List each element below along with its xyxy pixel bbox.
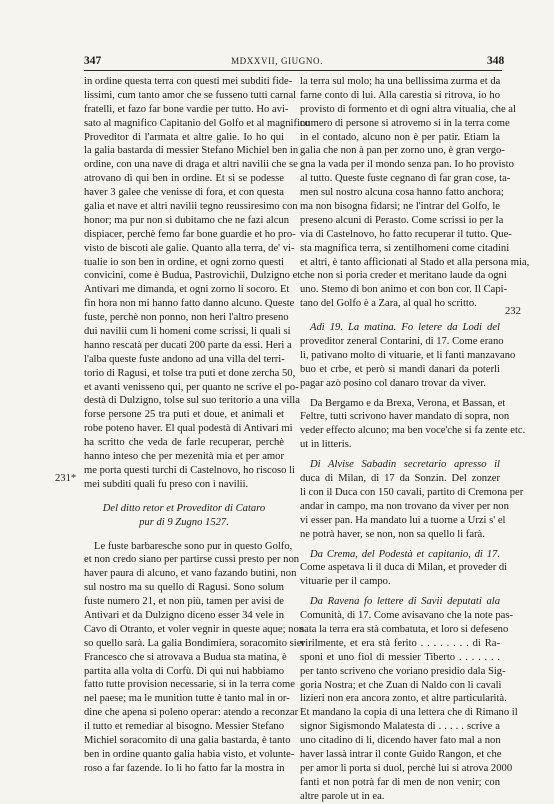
diary-entry (300, 595, 518, 803)
text-line: torio di Ragusi, et tolse tra puti et done zercha 50, (84, 367, 296, 379)
text-line: galia che non à pan per zorno uno, è gran vergo- (300, 145, 505, 157)
text-line: Antivari me dimanda, et ogni zorno li socoro. Et (84, 284, 290, 296)
text-line: Antivari et da Dulzigno diceno esser 34 vele in (84, 609, 284, 621)
text-line: signor Sigismondo Malatesta di . . . . . scrive a (300, 721, 500, 733)
text-line: haver paura di alcuno, et vano fazando butini, non (84, 568, 297, 580)
text-line: provisto di formento et di ogni altra vitualia, che al (300, 103, 516, 115)
text-line: la galia bastarda di messier Stefano Michiel ben in (84, 145, 299, 157)
spacer (84, 530, 284, 540)
text-line: galia et nave et altri navilii tegno reussiresimo con (84, 201, 298, 213)
text-line: dui navilii cum li homeni come scrissi, li quali si (84, 326, 291, 338)
text-line: fin hora non mi hanno fatto danno alcuno. Queste (84, 298, 295, 310)
text-line: Del ditto retor et Proveditor di Cataro (102, 502, 266, 514)
text-line: fratelli, et fazo far bone vardie per tutto. Ho avi- (84, 103, 289, 115)
text-line: pagar azò posino col danaro trovar da viver. (300, 377, 486, 389)
text-line: tualie io son ben in ordine, et ogni zorno questi (84, 256, 284, 268)
header-rule (84, 70, 502, 71)
text-line: partita alla volta di Corfù. Di qui nui habbiamo (84, 665, 284, 677)
text-line: fuste numero 21, et non più, tamen per avisi de (84, 596, 284, 608)
text-line: per amor li porta si duol, perchè lui si atrova 2000 (300, 762, 513, 774)
text-line: sata la terra era stà combatuta, et loro si defeseno (300, 623, 509, 635)
text-line: ne potrà haver, se non, non sa quello li farà. (300, 528, 485, 540)
diary-entry (300, 321, 516, 390)
text-line: duca di Milan, di 17 da Sonzin. Del zonzer (300, 473, 500, 485)
text-line: fatto tutte provision necessarie, si in la terra come (84, 679, 295, 691)
text-line: Proveditor di l'armata et altre galie. Io ho qui (84, 131, 284, 143)
page-number-left: 347 (84, 55, 102, 67)
page-number-right: 348 (487, 55, 505, 67)
text-line: numero di persone si atrovemo si in la terra come (300, 117, 510, 129)
text-line: lì, pativano molto di vituarie, et li fanti manzavano (300, 349, 516, 361)
text-line: et avanti venisseno qui, per quanto ne scrive el po- (84, 381, 299, 393)
text-line: Come aspetava li il duca di Milan, et proveder di (300, 562, 508, 574)
text-line: haver 3 galee che venisse di fora, et con questa (84, 187, 284, 199)
text-line: hanno inteso che per mezenità mia et per amor (84, 451, 284, 463)
diary-entry (300, 458, 524, 541)
text-line: il tutto et remediar al bisogno. Messier Stefano (84, 721, 284, 733)
text-line: dispiacer, perchè femo far bone guardie et ho pro- (84, 228, 296, 240)
text-line: sponi et uno fiol di messier Tiberto . . . . . . . (300, 651, 500, 663)
text-line: altre parole ut in ea. (300, 790, 385, 802)
text-line: Cavo di Otranto, et voler vegnir in queste aque; non (84, 623, 305, 635)
text-line: destà di Dulzigno, tolse sul suo teritorio a una villa (84, 395, 300, 407)
text-line: per tanto scriveno che voriano presidio dala Sig- (300, 665, 506, 677)
text-line: ha scritto che veda de farle recuperar, perchè (84, 437, 284, 449)
text-line: gna la vada per il mondo senza pan. Io ho provisto (300, 159, 514, 171)
text-line: haver lassà intrar il conte Guido Rangon, et che (300, 748, 502, 760)
text-line: mei subditi quali fu preso con i navilii. (84, 478, 249, 490)
text-line: sato al magnifico Capitanio del Golfo et al magnifico (84, 117, 310, 129)
text-line: li con il Duca con 150 cavali, partito di Cremona per (300, 486, 524, 498)
text-line: Francesco che si atrovava a Budua sta matina, è (84, 651, 287, 663)
text-line: forse persone 25 tra puti et doue, et animali et (84, 409, 284, 421)
text-line: dine che apena si poleno operar: atendo a reconzar (84, 707, 299, 719)
text-line: andar in campo, ma non trovano da viver per non (300, 500, 509, 512)
text-line: fuste, perchè non ponno, non heri l'altro preseno (84, 312, 289, 324)
text-line: pur di 9 Zugno 1527. (139, 516, 229, 528)
text-line: fanti et non potrà far di men de non venir; con (300, 776, 500, 788)
text-line: in el contado, alcuno non è per patir. Etiam la (300, 131, 500, 143)
text-line: me porta questi turchi di Castelnovo, ho riscoso li (84, 464, 295, 476)
text-line: et altri, è tanto afficionati al Stado et alla persona mia, (300, 256, 530, 268)
text-line: al tutto. Queste fuste cegnano di far gran cose, ta- (300, 173, 511, 185)
text-line: Da Crema, del Podestà et capitanio, di 17. (310, 548, 500, 560)
text-line: lissimi, cum tanto amor che se fusseno tutti carnal (84, 89, 297, 101)
text-line: l'alba queste fuste andono ad una villa del terri- (84, 353, 285, 365)
running-title: MDXXVII, GIUGNO. (231, 56, 323, 66)
paragraph (84, 75, 310, 492)
diary-entry (300, 548, 508, 590)
text-line: Et mandano la copia di una lettera che di Rimano il (300, 707, 518, 719)
text-line: Le fuste barbaresche sono pur in questo Golfo, (94, 540, 293, 552)
diary-entry (300, 397, 526, 453)
text-line: lizieri non era ancora zonto, et altre particularità. (300, 693, 507, 705)
spacer (300, 311, 500, 321)
paragraph (84, 540, 305, 776)
text-line: in ordine questa terra con questi mei subditi fide- (84, 76, 293, 87)
text-line: goria Nostra; et che Zuan di Naldo con li cavali (300, 679, 502, 691)
running-header (0, 55, 554, 69)
text-line: tano del Golfo è a Zara, al qual ho scritto. (300, 298, 477, 310)
text-line: Di Alvise Sabadin secretario apresso il (310, 459, 500, 471)
margin-note-right: 232 (505, 306, 521, 317)
paragraph (300, 75, 530, 311)
text-line: Feltre, tutti scrivono haver mandato di sopra, non (300, 411, 510, 423)
text-line: so quello sarà. La galia Bondimiera, soracomito sier (84, 637, 305, 649)
text-line: Michiel soracomito di una galia bastarda, è tanto (84, 734, 291, 746)
text-line: uno. Stemo di bon animo et con bon cor. Il Capi- (300, 284, 508, 296)
text-line: uno citadino di li, dicendo haver fato mal a non (300, 735, 501, 747)
spacer (84, 492, 284, 502)
text-line: et non credo siano per partirse cussì presto per non (84, 554, 300, 566)
text-line: men sul nostro alcuna cosa hanno fatto anchora; (300, 187, 504, 199)
text-line: proveditor zeneral Contarini, di 17. Come erano (300, 336, 504, 348)
text-line: sta magnifica terra, si zentilhomeni come citadini (300, 242, 510, 254)
text-line: ben in ordine quanto galia habia visto, et volunte- (84, 748, 295, 760)
text-line: honor; ma pur non si dubitamo che ne fazi alcun (84, 214, 290, 226)
text-line: convicini, come è Budua, Pastrovichii, Dulzigno et (84, 270, 301, 282)
text-line: buo et crbe, et però si mandi danari da poterli (300, 363, 500, 375)
text-line: nel paese; ma le munition tutte è tanto mal in or- (84, 693, 290, 705)
text-line: vi esser pan. Ha mandato lui a tuorne a Urzi s' el (300, 514, 506, 526)
text-line: la terra sul molo; ha una bellissima zurma et da (300, 76, 501, 87)
text-line: sul nostro ma su quello di Ragusi. Sono solum (84, 582, 284, 594)
text-line: ma non bisogna fidarsi; ne l'intrar del Golfo, le (300, 201, 500, 213)
text-line: veder effecto alcuno; ma ben voce'che si fa zente etc. (300, 425, 526, 437)
text-line: atrovano di qui ben in ordine. Et si se podesse (84, 173, 284, 185)
text-line: vituarie per il campo. (300, 576, 391, 588)
text-line: Da Ravena fo lettere di Savii deputati ala (310, 596, 500, 608)
text-line: roso a far fazende. Io li ho fatto far la mostra in (84, 762, 285, 774)
text-line: virilmente, et era stà ferito . . . . . . . . di Ra- (300, 637, 500, 649)
left-column (84, 75, 310, 776)
margin-note-left: 231* (55, 473, 77, 484)
text-line: preseno alcuni di Perasto. Come scrissi io per la (300, 214, 504, 226)
text-line: Adì 19. La matina. Fo letere da Lodi del (310, 322, 500, 334)
text-line: farne conto di lui. Alla carestia si ritrova, io ho (300, 89, 500, 101)
text-line: che non si poria creder et meritano laude da ogni (300, 270, 507, 282)
text-line: visto de biscoti ale galie. Quanto alla terra, de' vi- (84, 242, 295, 254)
text-line: via di Castelnovo, ho fatto recuperar il tutto. Que- (300, 228, 512, 240)
text-line: ut in litteris. (300, 439, 352, 451)
text-line: hanno rescatà per ducati 200 parte da essi. Heri a (84, 339, 292, 351)
text-line: Da Bergamo e da Brexa, Verona, et Bassan, et (310, 397, 506, 409)
text-line: Comunità, di 17. Come avisavano che la note pas- (300, 610, 514, 622)
text-line: robe poteno haver. El qual podestà di Antivari mi (84, 423, 293, 435)
text-line: ordine, con una nave di draga et altri navilii che se (84, 159, 298, 171)
letter-heading (84, 502, 284, 530)
